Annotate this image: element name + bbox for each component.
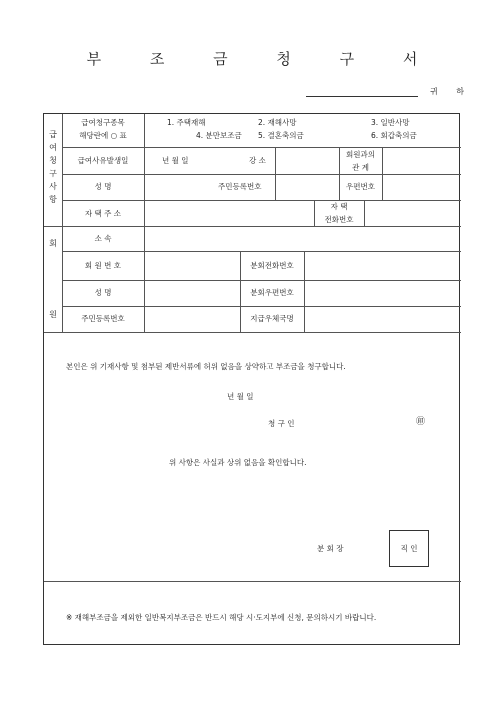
event-date-value[interactable]: 년 월 일 — [162, 156, 189, 165]
claimant-name-label: 성 명 — [94, 182, 112, 191]
grant-option-3[interactable]: 3. 일반사망 — [371, 118, 410, 127]
member-section-label-bottom: 원 — [49, 310, 57, 319]
member-section-label-top: 회 — [49, 239, 57, 248]
event-date-label: 급여사유발생일 — [77, 156, 129, 165]
grant-option-2[interactable]: 2. 재해사망 — [258, 118, 297, 127]
seal-mark: ㊞ — [416, 417, 426, 427]
grant-option-5[interactable]: 5. 결혼축의금 — [258, 131, 304, 140]
footer-note: ※ 재해부조금을 제외한 일반복지부조금은 반드시 해당 시·도지부에 신청, 문의하시기 바랍니다. — [66, 613, 377, 622]
grant-type-instruction: 해당란에 ○ 표 — [79, 131, 127, 140]
claimant-rrn-label: 주민등록번호 — [218, 182, 262, 191]
branch-phone-label: 분회전화번호 — [250, 261, 294, 270]
branch-zip-label: 분회우편번호 — [250, 288, 294, 297]
branch-chief-label: 분 회 장 — [317, 544, 344, 553]
home-phone-label: 자 택 — [330, 202, 348, 211]
home-phone-label-2: 전화번호 — [324, 215, 354, 224]
recipient-suffix: 귀 하 — [430, 87, 472, 96]
form-frame — [43, 113, 460, 645]
grant-option-1[interactable]: 1. 주택재해 — [167, 118, 206, 127]
claimant-label: 청 구 인 — [268, 419, 295, 428]
grant-section-label: 급 여 청 구 사 항 — [49, 130, 57, 204]
form-title: 부 조 금 청 구 서 — [86, 50, 440, 68]
member-rrn-label: 주민등록번호 — [81, 314, 125, 323]
affiliation-label: 소 속 — [94, 234, 112, 243]
confirm-statement: 위 사항은 사실과 상위 없음을 확인합니다. — [169, 458, 307, 467]
relation-label: 회원과의 — [346, 150, 375, 159]
address-label: 자 택 주 소 — [84, 209, 122, 218]
member-number-label: 회 원 번 호 — [84, 261, 122, 270]
zip-label: 우편번호 — [346, 182, 375, 191]
post-office-label: 지급우체국명 — [250, 314, 294, 323]
grant-option-4[interactable]: 4. 분만보조금 — [196, 131, 242, 140]
grant-option-6[interactable]: 6. 회갑축의금 — [371, 131, 417, 140]
relation-label-2: 관 계 — [352, 163, 369, 172]
grant-type-label: 급여청구종목 — [81, 118, 125, 127]
pledge-statement: 본인은 위 기재사항 및 첨부된 제반서류에 허위 없음을 상약하고 부조금을 청구합니다. — [66, 362, 346, 371]
recipient-line[interactable] — [306, 96, 418, 97]
official-stamp-label: 직 인 — [400, 544, 418, 553]
pledge-date[interactable]: 년 월 일 — [227, 392, 254, 401]
member-name-label: 성 명 — [94, 288, 112, 297]
official-stamp-box[interactable] — [389, 530, 429, 567]
relation-inline-text: 강 소 — [249, 156, 266, 165]
